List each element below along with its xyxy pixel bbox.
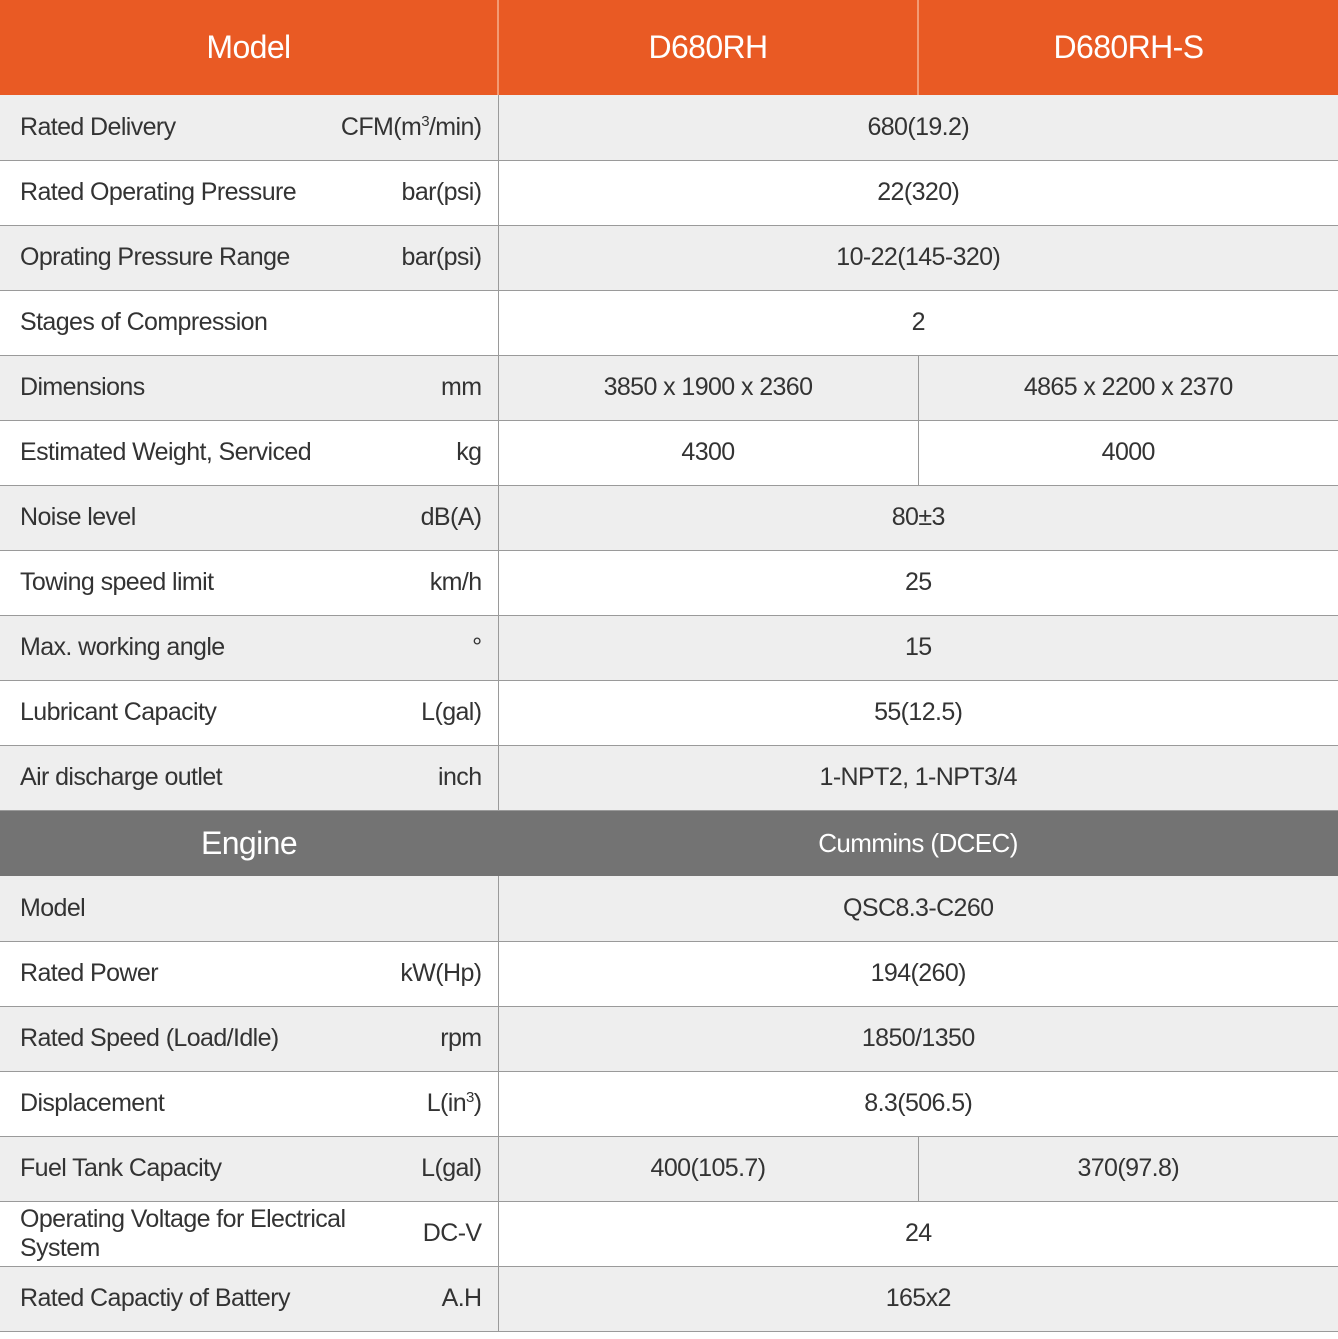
spec-unit: inch — [438, 763, 482, 791]
spec-unit: dB(A) — [420, 503, 482, 531]
spec-value: 8.3(506.5) — [498, 1071, 1338, 1136]
spec-name: Rated Power — [20, 959, 158, 987]
spec-label-cell — [0, 1201, 498, 1266]
spec-row — [0, 1006, 1338, 1071]
spec-label-cell — [0, 160, 498, 225]
spec-name: Dimensions — [20, 373, 145, 401]
spec-label-cell — [0, 550, 498, 615]
spec-value: 680(19.2) — [498, 95, 1338, 160]
model-header-d680rh-s: D680RH-S — [918, 0, 1338, 95]
spec-unit: L(gal) — [421, 698, 482, 726]
spec-value: 15 — [498, 615, 1338, 680]
spec-row — [0, 1201, 1338, 1266]
spec-label-cell — [0, 876, 498, 941]
spec-label-cell — [0, 95, 498, 160]
spec-value: 24 — [498, 1201, 1338, 1266]
spec-value: 194(260) — [498, 941, 1338, 1006]
spec-name: Rated Speed (Load/Idle) — [20, 1024, 279, 1052]
model-header-d680rh: D680RH — [498, 0, 918, 95]
spec-row — [0, 95, 1338, 160]
spec-value-d680rh-s: 4865 x 2200 x 2370 — [918, 355, 1338, 420]
spec-value: 55(12.5) — [498, 680, 1338, 745]
spec-name: Displacement — [20, 1089, 165, 1117]
model-header-row — [0, 0, 1338, 95]
spec-unit: $CFM(m^3/\min)$ — [340, 112, 482, 141]
spec-label-cell — [0, 1006, 498, 1071]
spec-value-d680rh: 4300 — [498, 420, 918, 485]
spec-row — [0, 680, 1338, 745]
spec-label-cell — [0, 745, 498, 810]
spec-name: Max. working angle — [20, 633, 225, 661]
spec-name: Noise level — [20, 503, 136, 531]
spec-unit: mm — [441, 373, 482, 401]
spec-row — [0, 876, 1338, 941]
spec-value: 1850/1350 — [498, 1006, 1338, 1071]
spec-unit: km/h — [429, 568, 482, 596]
spec-row — [0, 1136, 1338, 1201]
spec-row — [0, 615, 1338, 680]
spec-unit: DC-V — [422, 1219, 482, 1247]
spec-row — [0, 745, 1338, 810]
spec-label-cell — [0, 1071, 498, 1136]
spec-label-cell — [0, 680, 498, 745]
spec-label-cell — [0, 485, 498, 550]
spec-value: 2 — [498, 290, 1338, 355]
spec-row — [0, 941, 1338, 1006]
spec-label-cell — [0, 941, 498, 1006]
spec-label-cell — [0, 420, 498, 485]
spec-label-cell — [0, 290, 498, 355]
spec-row — [0, 355, 1338, 420]
spec-row — [0, 290, 1338, 355]
spec-name: Stages of Compression — [20, 308, 268, 336]
spec-label-cell — [0, 355, 498, 420]
spec-value: 1-NPT2, 1-NPT3/4 — [498, 745, 1338, 810]
spec-name: Air discharge outlet — [20, 763, 223, 791]
spec-value-d680rh: 400(105.7) — [498, 1136, 918, 1201]
spec-name: Model — [20, 893, 86, 922]
spec-name: Towing speed limit — [20, 568, 214, 596]
spec-label-cell — [0, 1136, 498, 1201]
spec-value: 25 — [498, 550, 1338, 615]
spec-name: Fuel Tank Capacity — [20, 1154, 222, 1182]
spec-label-cell — [0, 225, 498, 290]
spec-row — [0, 160, 1338, 225]
spec-name: Operating Voltage for Electrical System — [20, 1204, 346, 1262]
engine-section-value: Cummins (DCEC) — [498, 810, 1338, 876]
spec-unit: kg — [456, 438, 482, 466]
spec-unit: A.H — [441, 1284, 482, 1312]
spec-row — [0, 485, 1338, 550]
spec-unit: kW(Hp) — [400, 959, 482, 987]
spec-row — [0, 550, 1338, 615]
spec-unit: L(gal) — [421, 1154, 482, 1182]
spec-row — [0, 420, 1338, 485]
spec-value-d680rh-s: 4000 — [918, 420, 1338, 485]
spec-unit: ° — [472, 633, 482, 661]
spec-unit: rpm — [440, 1024, 482, 1052]
spec-label-cell — [0, 1266, 498, 1331]
spec-row — [0, 1266, 1338, 1331]
spec-unit: bar(psi) — [401, 178, 482, 206]
spec-name: Lubricant Capacity — [20, 698, 217, 726]
spec-name: Oprating Pressure Range — [20, 243, 290, 271]
model-header-label: Model — [0, 0, 498, 95]
spec-label-cell — [0, 615, 498, 680]
spec-row — [0, 1071, 1338, 1136]
spec-value: 22(320) — [498, 160, 1338, 225]
spec-value: 165x2 — [498, 1266, 1338, 1331]
spec-unit: bar(psi) — [401, 243, 482, 271]
engine-section-title: Engine — [0, 810, 498, 876]
spec-value-d680rh-s: 370(97.8) — [918, 1136, 1338, 1201]
engine-section-row — [0, 810, 1338, 876]
spec-name: Rated Operating Pressure — [20, 178, 297, 206]
spec-value: 10-22(145-320) — [498, 225, 1338, 290]
spec-name: Rated Delivery — [20, 112, 176, 141]
spec-name: Estimated Weight, Serviced — [20, 438, 312, 466]
spec-value: 80±3 — [498, 485, 1338, 550]
spec-unit: $L(in^3)$ — [426, 1089, 482, 1117]
spec-name: Rated Capactiy of Battery — [20, 1284, 290, 1312]
spec-row — [0, 225, 1338, 290]
spec-value: QSC8.3-C260 — [498, 876, 1338, 941]
spec-value-d680rh: 3850 x 1900 x 2360 — [498, 355, 918, 420]
